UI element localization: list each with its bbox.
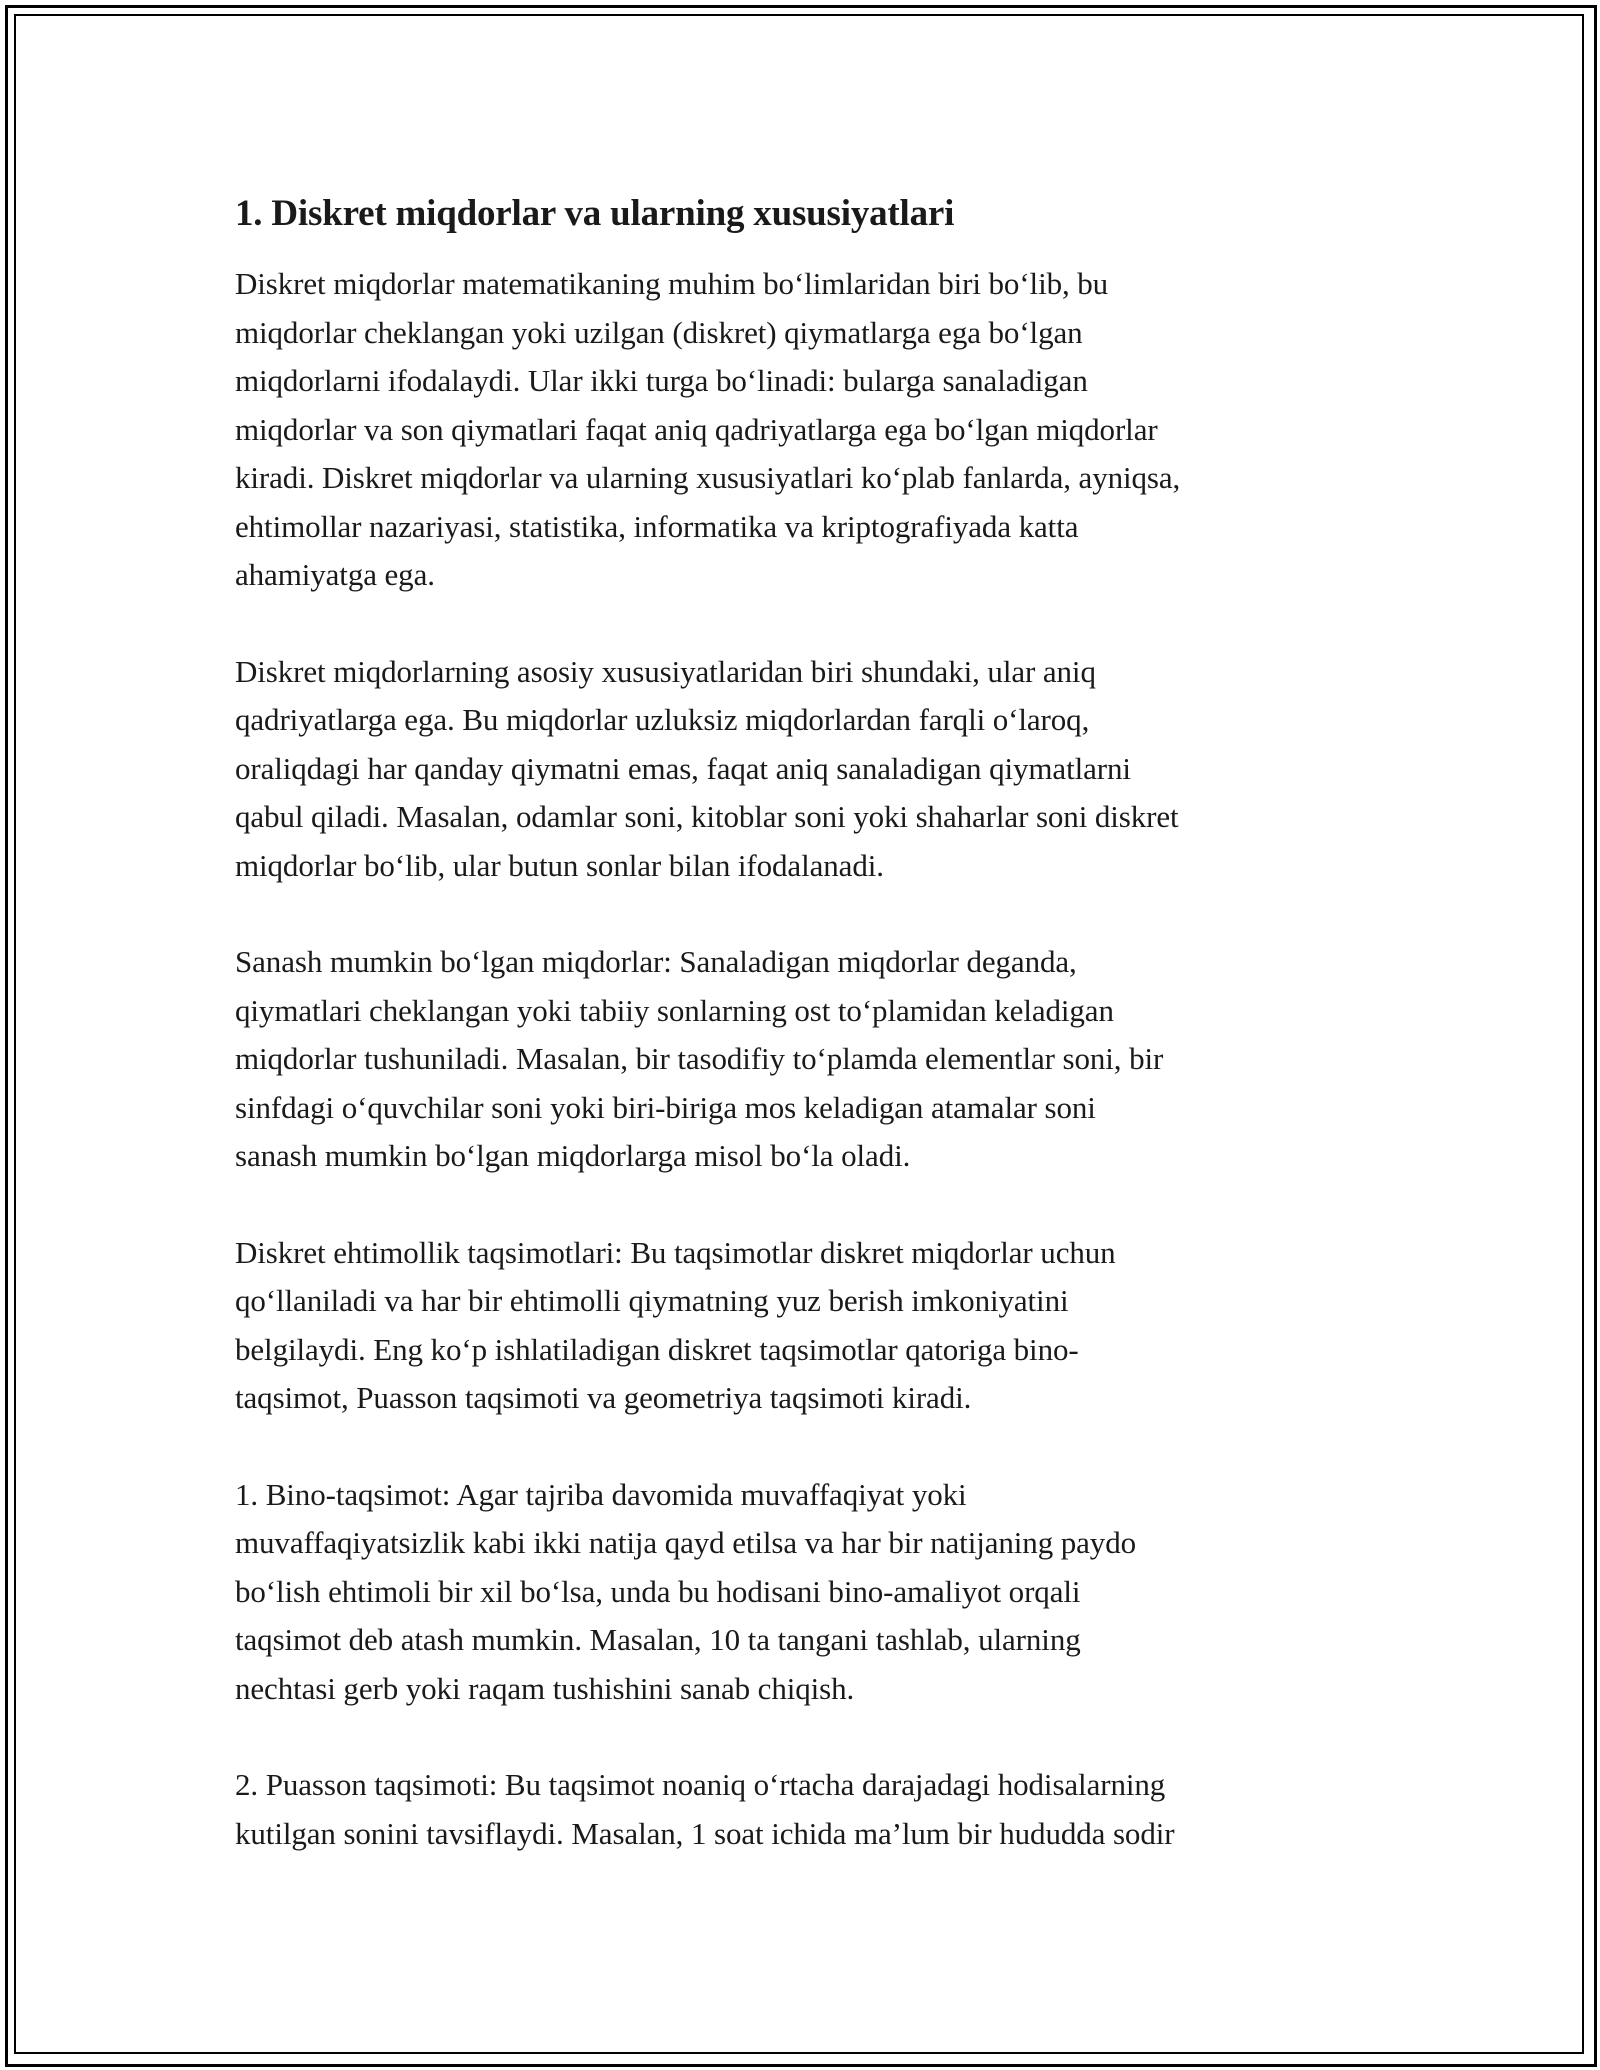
paragraph-properties (235, 648, 1365, 891)
paragraph-countable (235, 938, 1365, 1181)
text-line: qabul qiladi. Masalan, odamlar soni, kitoblar soni yoki shaharlar soni diskret (235, 799, 1179, 834)
text-line: miqdorlar cheklangan yoki uzilgan (diskret) qiymatlarga ega bo‘lgan (235, 314, 1083, 350)
text-line: Sanash mumkin bo‘lgan miqdorlar: Sanaladigan miqdorlar deganda, (235, 944, 1077, 979)
text-line: qadriyatlarga ega. Bu miqdorlar uzluksiz miqdorlardan farqli o‘laroq, (235, 702, 1090, 737)
text-line: miqdorlarni ifodalaydi. Ular ikki turga bo‘linadi: bularga sanaladigan (235, 363, 1088, 398)
text-line: belgilaydi. Eng ko‘p ishlatiladigan diskret taqsimotlar qatoriga bino- (235, 1331, 1079, 1367)
text-line: qo‘llaniladi va har bir ehtimolli qiymatning yuz berish imkoniyatini (235, 1283, 1069, 1318)
text-line: miqdorlar va son qiymatlari faqat aniq qadriyatlarga ega bo‘lgan miqdorlar (235, 411, 1158, 447)
paragraph-binomial (235, 1471, 1365, 1714)
text-line: nechtasi gerb yoki raqam tushishini sanab chiqish. (235, 1670, 855, 1706)
text-line: miqdorlar tushuniladi. Masalan, bir tasodifiy to‘plamda elementlar soni, bir (235, 1041, 1164, 1076)
paragraph-intro (235, 260, 1365, 600)
text-line: miqdorlar bo‘lib, ular butun sonlar bilan ifodalanadi. (235, 847, 884, 883)
text-line: ehtimollar nazariyasi, statistika, informatika va kriptografiyada katta (235, 508, 1079, 544)
text-line: kiradi. Diskret miqdorlar va ularning xususiyatlari ko‘plab fanlarda, ayniqsa, (235, 460, 1181, 495)
paragraph-distributions (235, 1229, 1365, 1423)
text-line: kutilgan sonini tavsiflaydi. Masalan, 1 soat ichida ma’lum bir hududda sodir (235, 1815, 1175, 1851)
text-line: taqsimot, Puasson taqsimoti va geometriya taqsimoti kiradi. (235, 1380, 972, 1415)
text-line: sinfdagi o‘quvchilar soni yoki biri-biriga mos keladigan atamalar soni (235, 1089, 1096, 1125)
text-line: 1. Bino-taqsimot: Agar tajriba davomida muvaffaqiyat yoki (235, 1476, 967, 1512)
text-line: Diskret ehtimollik taqsimotlari: Bu taqsimotlar diskret miqdorlar uchun (235, 1234, 1116, 1270)
paragraph-poisson (235, 1761, 1365, 1858)
text-line: sanash mumkin bo‘lgan miqdorlarga misol bo‘la oladi. (235, 1138, 911, 1173)
text-line: qiymatlari cheklangan yoki tabiiy sonlarning ost to‘plamidan keladigan (235, 992, 1114, 1028)
text-line: bo‘lish ehtimoli bir xil bo‘lsa, unda bu hodisani bino-amaliyot orqali (235, 1573, 1081, 1609)
text-line: 2. Puasson taqsimoti: Bu taqsimot noaniq o‘rtacha darajadagi hodisalarning (235, 1767, 1166, 1802)
text-line: taqsimot deb atash mumkin. Masalan, 10 ta tangani tashlab, ularning (235, 1622, 1081, 1657)
text-line: oraliqdagi har qanday qiymatni emas, faqat aniq sanaladigan qiymatlarni (235, 750, 1131, 786)
text-line: Diskret miqdorlarning asosiy xususiyatlaridan biri shundaki, ular aniq (235, 653, 1096, 689)
text-line: muvaffaqiyatsizlik kabi ikki natija qayd etilsa va har bir natijaning paydo (235, 1525, 1137, 1560)
text-line: ahamiyatga ega. (235, 557, 435, 592)
section-heading: 1. Diskret miqdorlar va ularning xususiyatlari (235, 193, 955, 234)
text-line: Diskret miqdorlar matematikaning muhim bo‘limlaridan biri bo‘lib, bu (235, 266, 1109, 301)
document-body (235, 190, 1365, 1906)
